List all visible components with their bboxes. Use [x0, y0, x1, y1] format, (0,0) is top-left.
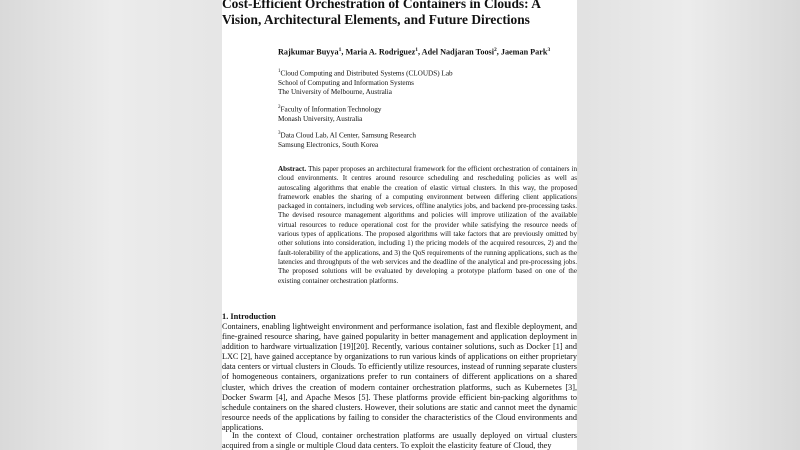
- author-name: Jaeman Park: [500, 47, 548, 57]
- author-name: Adel Nadjaran Toosi: [421, 47, 494, 57]
- author-sup: 2: [494, 47, 497, 53]
- author-list: Rajkumar Buyya$^1$, Maria A. Rodriguez$^1$, Adel Nadjaran Toosi$^2$, Jaeman Park$^3$: [278, 47, 551, 57]
- affiliation-2: $^2$Faculty of Information Technology Monash University, Australia: [278, 105, 382, 123]
- paper-page: [222, 0, 577, 450]
- author-sup: 3: [547, 47, 551, 53]
- affiliation-1: $^1$Cloud Computing and Distributed Systems (CLOUDS) Lab School of Computing and Information Systems The University of Melbourne, Australia: [278, 69, 453, 96]
- paper-title: Cost-Efficient Orchestration of Containers in Clouds: A Vision, Architectural Elements, and Future Directions: [222, 0, 541, 27]
- intro-paragraph-2: In the context of Cloud, container orchestration platforms are usually deployed on virtual clusters acquired from a single or multiple Cloud data centers. To exploit the elasticity feature of Cloud, they: [222, 431, 577, 450]
- abstract-label: Abstract.: [278, 165, 307, 173]
- author-name: Rajkumar Buyya: [278, 47, 339, 57]
- intro-paragraph-1: Containers, enabling lightweight environment and performance isolation, fast and flexible deployment, and fine-grained resource sharing, have gained popularity in better management and application deployment in addition to hardware virtualization [19][20]. Recently, various container solutions, such as Docker [1] and LXC [2], have gained acceptance by organizations to run various kinds of applications on either proprietary data centers or virtual clusters in Clouds. To efficiently utilize resources, instead of running separate clusters of homogeneous containers, organizations prefer to run containers of different applications on a shared cluster, which drives the creation of modern container orchestration platforms, such as Kubernetes [3], Docker Swarm [4], and Apache Mesos [5]. These platforms provide efficient bin-packing algorithms to schedule containers on the shared clusters. However, their solutions are static and cannot meet the dynamic resource needs of the applications by failing to consider the characteristics of the Cloud environments and applications.: [222, 322, 577, 432]
- author-name: Maria A. Rodriguez: [345, 47, 416, 57]
- abstract: [278, 165, 577, 286]
- affiliation-3: $^3$Data Cloud Lab, AI Center, Samsung Research Samsung Electronics, South Korea: [278, 131, 416, 149]
- section-heading: 1. Introduction: [222, 312, 276, 321]
- author-sup: 1: [338, 47, 342, 53]
- abstract-text: This paper proposes an architectural framework for the efficient orchestration of containers in cloud environments. It centres around resource scheduling and rescheduling policies as well as autoscaling algorithms that enable the creation of elastic virtual clusters. In this way, the proposed framework enables the sharing of a computing environment between differing client applications packaged in containers, including web services, offline analytics jobs, and backend pre-processing tasks. The devised resource management algorithms and policies will improve utilization of the available virtual resources to reduce operational cost for the provider while satisfying the resource needs of various types of applications. The proposed algorithms will take factors that are previously omitted by other solutions into consideration, including 1) the pricing models of the acquired resources, 2) and the fault-tolerability of the applications, and 3) the QoS requirements of the running applications, such as the latencies and throughputs of the web services and the deadline of the analytical and pre-processing jobs. The proposed solutions will be evaluated by developing a prototype platform based on one of the existing container orchestration platforms.: [278, 165, 577, 285]
- author-sup: 1: [415, 47, 418, 53]
